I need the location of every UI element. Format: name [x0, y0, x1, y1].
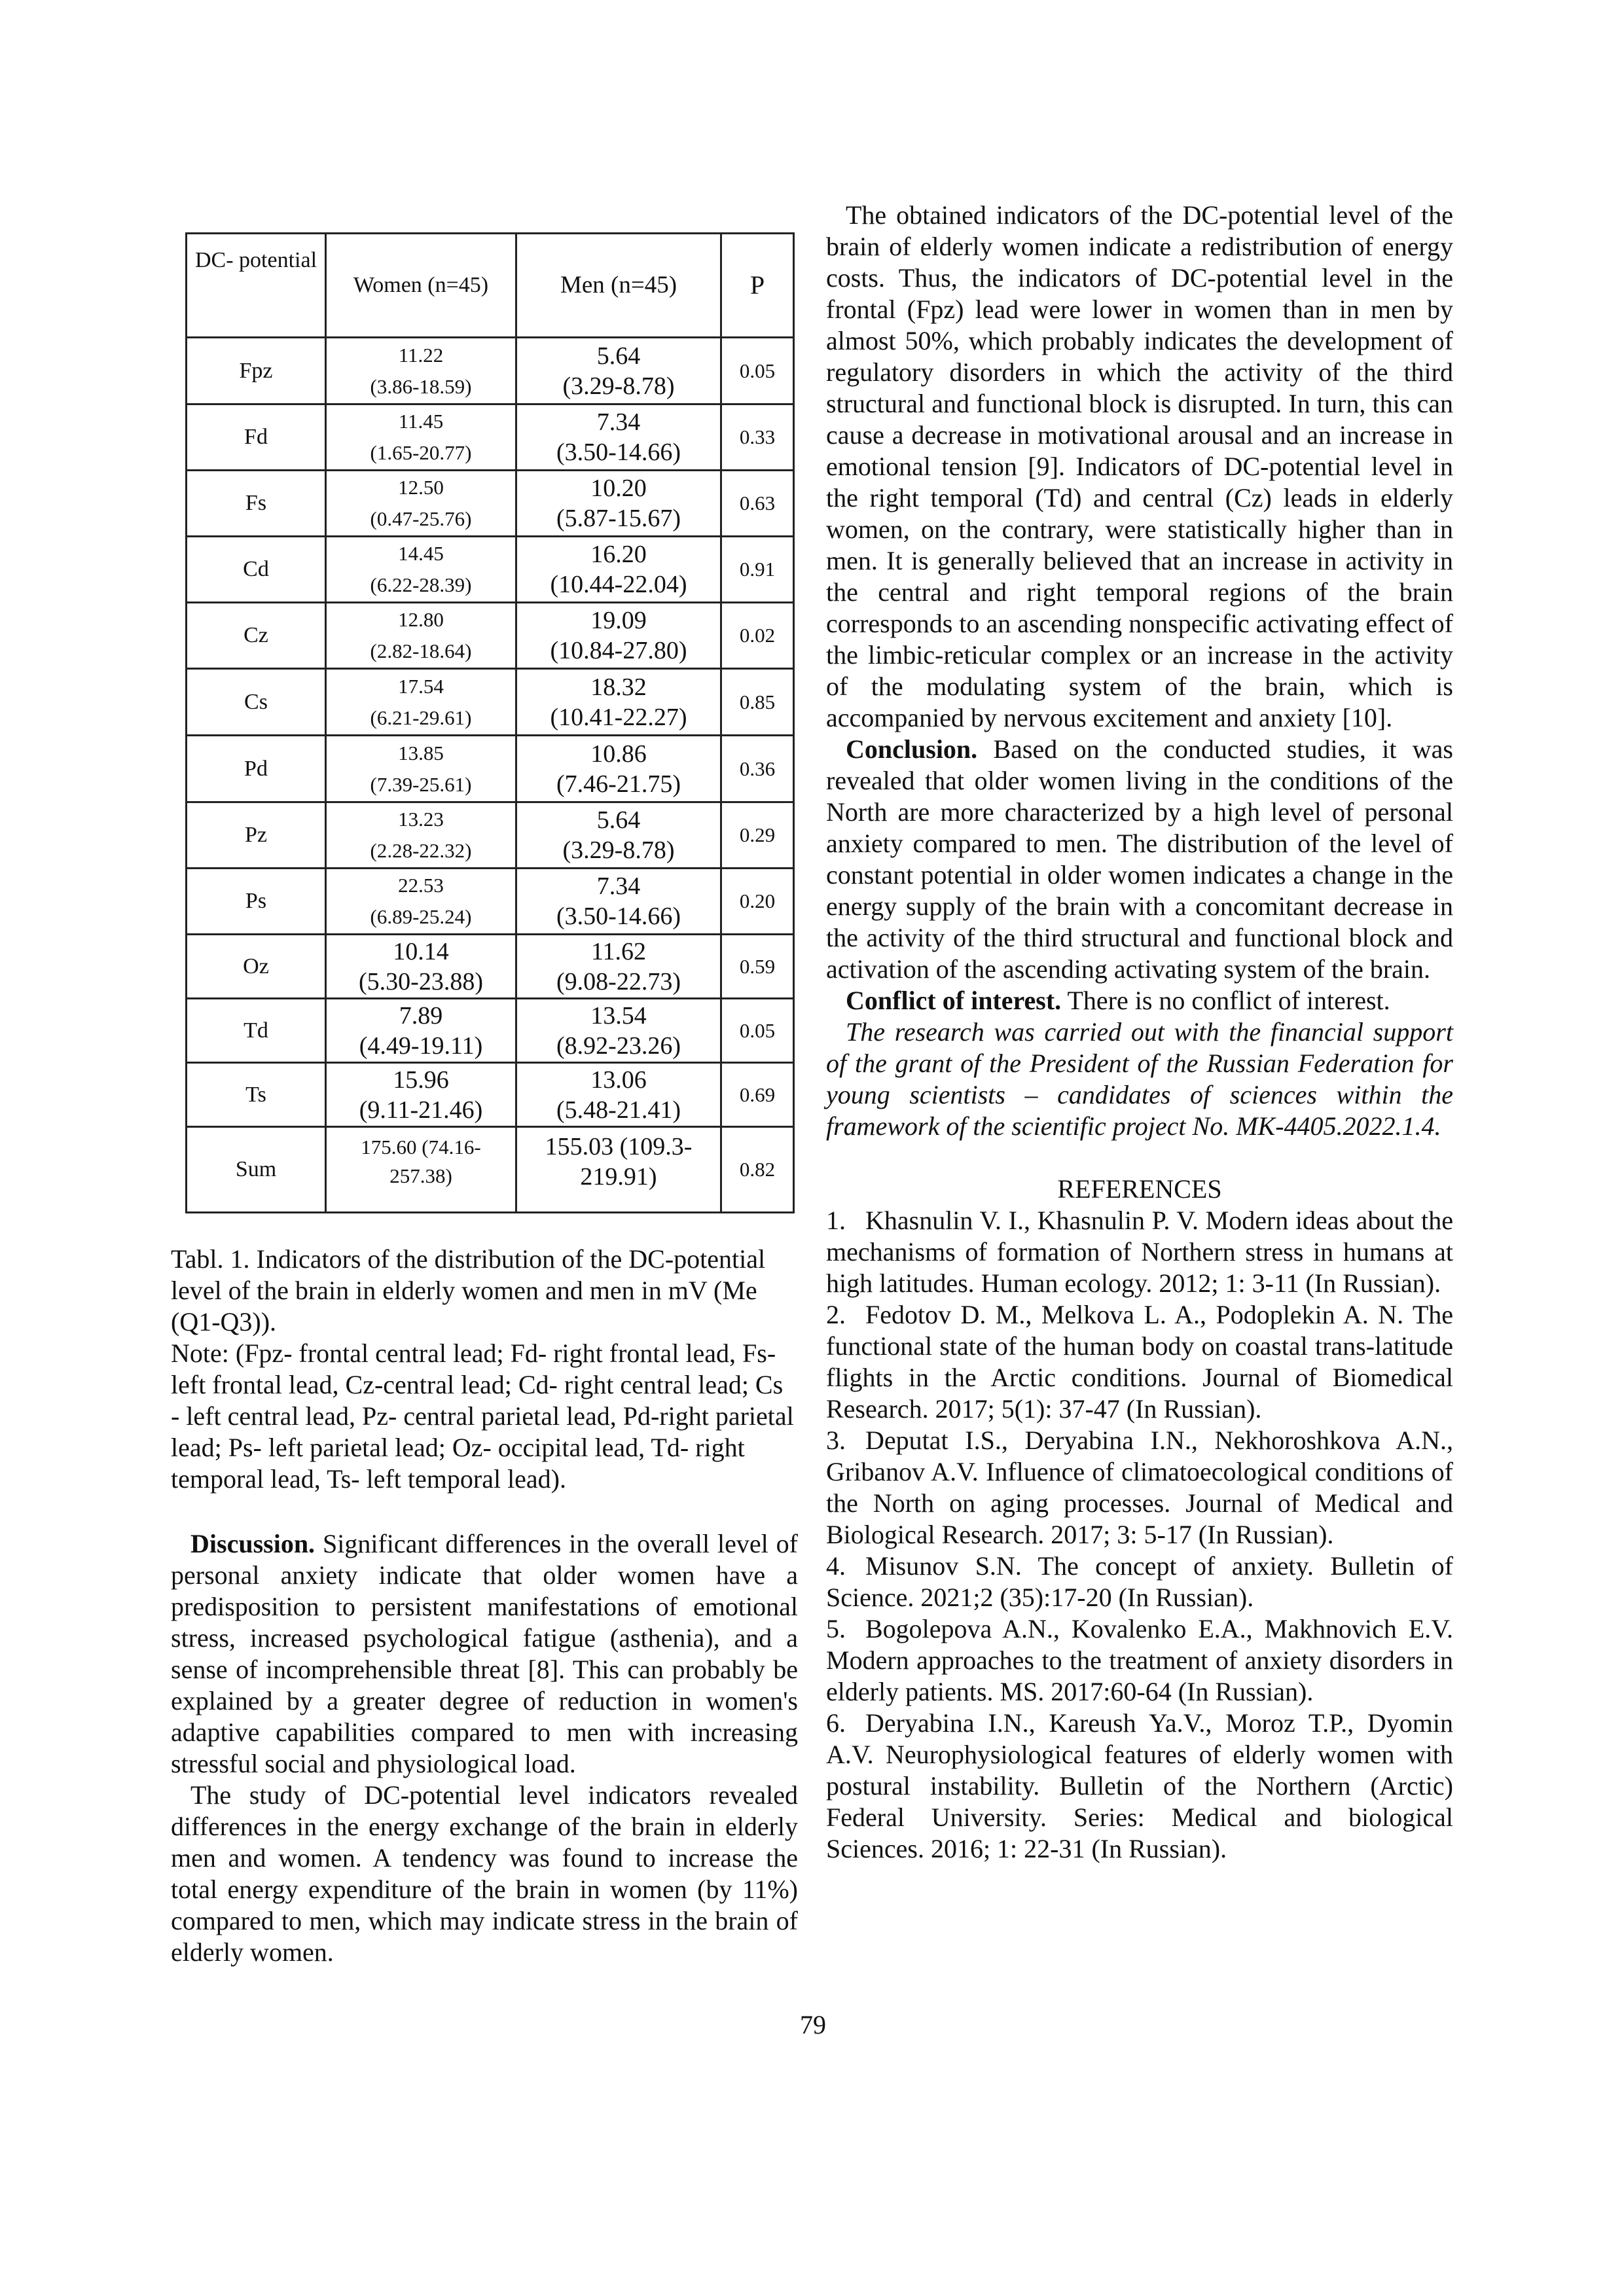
men-median: 16.20	[590, 541, 647, 568]
men-cell	[516, 1063, 721, 1127]
women-cell	[326, 537, 516, 603]
table-row	[187, 869, 794, 935]
women-cell	[326, 603, 516, 669]
reference-item	[826, 1205, 1453, 1299]
lead-cell: Cd	[187, 537, 326, 603]
women-quartiles: (6.21-29.61)	[370, 706, 472, 729]
table-row	[187, 338, 794, 404]
p-value-cell: 0.02	[721, 603, 794, 669]
men-quartiles: (3.29-8.78)	[562, 372, 675, 400]
women-median: 22.53	[398, 874, 444, 897]
p-value-cell: 0.36	[721, 736, 794, 802]
men-cell	[516, 537, 721, 603]
lead-cell: Pz	[187, 802, 326, 869]
reference-item	[826, 1299, 1453, 1425]
p-value-cell: 0.05	[721, 338, 794, 404]
women-cell	[326, 1127, 516, 1213]
lead-cell: Fs	[187, 471, 326, 537]
men-cell	[516, 869, 721, 935]
lead-cell: Cz	[187, 603, 326, 669]
reference-item	[826, 1425, 1453, 1551]
reference-number: 5.	[826, 1614, 846, 1643]
women-median: 10.14	[393, 937, 449, 965]
lead-cell: Sum	[187, 1127, 326, 1213]
women-quartiles: (4.49-19.11)	[359, 1031, 483, 1060]
men-cell	[516, 999, 721, 1063]
women-median: 12.80	[398, 608, 444, 631]
women-quartiles: (3.86-18.59)	[370, 374, 472, 398]
women-cell	[326, 869, 516, 935]
reference-text: Fedotov D. M., Melkova L. A., Podoplekin A. N. The functional state of the human body on coastal trans-latitude flights in the Arctic conditions. Journal of Biomedical Research. 2017; 5(1): 37-47 (In Russian).	[826, 1300, 1453, 1424]
reference-text: Deryabina I.N., Kareush Ya.V., Moroz T.P., Dyomin A.V. Neurophysiological features of elderly women with postural instability. Bulletin of the Northern (Arctic) Federal University. Series: Medical and biological Sciences. 2016; 1: 22-31 (In Russian).	[826, 1708, 1453, 1863]
men-quartiles: (8.92-23.26)	[556, 1031, 681, 1060]
men-quartiles: (10.44-22.04)	[550, 571, 687, 598]
discussion-paragraph-2: The study of DC-potential level indicators revealed differences in the energy exchange of the brain in elderly men and women. A tendency was found to increase the total energy expenditure of the brain in women (by 11%) compared to men, which may indicate stress in the brain of elderly women.	[171, 1780, 798, 1967]
men-median: 18.32	[590, 673, 647, 701]
p-value-cell: 0.69	[721, 1063, 794, 1127]
men-quartiles: (10.84-27.80)	[550, 637, 687, 664]
discussion-heading: Discussion.	[190, 1529, 316, 1558]
men-median: 5.64	[596, 806, 641, 834]
women-median: 12.50	[398, 476, 444, 499]
women-cell	[326, 1063, 516, 1127]
men-quartiles: 219.91)	[580, 1163, 657, 1191]
women-median: 13.23	[398, 808, 444, 831]
women-quartiles: (0.47-25.76)	[370, 507, 472, 530]
women-median: 17.54	[398, 674, 444, 698]
reference-text: Deputat I.S., Deryabina I.N., Nekhoroshkova A.N., Gribanov A.V. Influence of climatoecological conditions of the North on aging processes. Journal of Medical and Biological Research. 2017; 3: 5-17 (In Russian).	[826, 1426, 1453, 1549]
header-men-label: Men	[560, 272, 605, 298]
header-lead	[187, 234, 326, 338]
header-lead-line2: potential	[239, 248, 317, 272]
table-row-sum	[187, 1127, 794, 1213]
page-number: 79	[800, 2010, 826, 2039]
results-paragraph: The obtained indicators of the DC-potential level of the brain of elderly women indicate a redistribution of energy costs. Thus, the indicators of DC-potential level in the frontal (Fpz) lead were lower in women than in men by almost 50%, which probably indicates the development of regulatory disorders in which the activity of the third structural and functional block is disrupted. In turn, this can cause a decrease in motivational arousal and an increase in emotional tension [9]. Indicators of DC-potential level in the right temporal (Td) and central (Cz) leads in elderly women, on the contrary, were statistically higher than in men. It is generally believed that an increase in activity in the central and right temporal regions of the brain corresponds to an ascending nonspecific activating effect of the limbic-reticular complex or an increase in the activity of the modulating system of the brain, which is accompanied by nervous excitement and anxiety [10].	[826, 200, 1453, 732]
p-value-cell: 0.29	[721, 802, 794, 869]
spacer	[826, 1142, 1453, 1174]
table-row	[187, 471, 794, 537]
men-median: 7.34	[596, 408, 641, 436]
lead-cell: Oz	[187, 935, 326, 999]
women-cell	[326, 404, 516, 471]
men-median: 155.03 (109.3-	[545, 1133, 693, 1160]
women-quartiles: (7.39-25.61)	[370, 772, 472, 796]
men-quartiles: (9.08-22.73)	[556, 967, 681, 996]
women-cell	[326, 802, 516, 869]
men-quartiles: (5.48-21.41)	[556, 1096, 681, 1124]
conflict-heading: Conflict of interest.	[846, 986, 1062, 1015]
p-value-cell: 0.82	[721, 1127, 794, 1213]
lead-cell: Pd	[187, 736, 326, 802]
caption-note: Note: (Fpz- frontal central lead; Fd- right frontal lead, Fs- left frontal lead, Cz-central lead; Cd- right central lead; Cs - left central lead, Pz- central parietal lead, Pd-right parietal lead; Ps- left parietal lead; Oz- occipital lead, Td- right temporal lead, Ts- left temporal lead).	[171, 1338, 794, 1494]
right-column	[826, 200, 1453, 1865]
lead-cell: Fd	[187, 404, 326, 471]
women-median: 175.60 (74.16-	[361, 1136, 481, 1158]
women-median: 15.96	[393, 1066, 449, 1094]
women-quartiles: (1.65-20.77)	[370, 441, 472, 464]
women-median: 7.89	[399, 1001, 443, 1030]
header-women	[326, 234, 516, 338]
header-p: P	[721, 234, 794, 338]
conclusion-heading: Conclusion.	[846, 734, 978, 764]
men-median: 5.64	[596, 342, 641, 370]
table-header-row	[187, 234, 794, 338]
women-median: 13.85	[398, 741, 444, 764]
women-quartiles: (6.22-28.39)	[370, 573, 472, 596]
men-quartiles: (3.50-14.66)	[556, 903, 681, 930]
reference-text: Bogolepova A.N., Kovalenko E.A., Makhnovich E.V. Modern approaches to the treatment of anxiety disorders in elderly patients. MS. 2017:60-64 (In Russian).	[826, 1614, 1453, 1706]
men-quartiles: (3.29-8.78)	[562, 836, 675, 864]
men-cell	[516, 404, 721, 471]
lead-cell: Ts	[187, 1063, 326, 1127]
reference-item	[826, 1708, 1453, 1865]
women-quartiles: (2.28-22.32)	[370, 839, 472, 862]
men-cell	[516, 338, 721, 404]
conflict-paragraph	[826, 985, 1453, 1016]
men-median: 10.86	[590, 740, 647, 768]
men-quartiles: (5.87-15.67)	[556, 505, 681, 532]
men-cell	[516, 802, 721, 869]
women-median: 11.22	[398, 343, 444, 367]
caption-title: Tabl. 1. Indicators of the distribution of the DC-potential level of the brain in elderly women and men in mV (Me (Q1-Q3)).	[171, 1244, 766, 1336]
p-value-cell: 0.33	[721, 404, 794, 471]
reference-number: 6.	[826, 1708, 846, 1738]
women-quartiles: (5.30-23.88)	[359, 967, 483, 996]
men-quartiles: (7.46-21.75)	[556, 770, 681, 798]
header-men-n: (n=45)	[611, 272, 677, 298]
reference-text: Misunov S.N. The concept of anxiety. Bulletin of Science. 2021;2 (35):17-20 (In Russian).	[826, 1551, 1453, 1612]
reference-text: Khasnulin V. I., Khasnulin P. V. Modern ideas about the mechanisms of formation of Northern stress in humans at high latitudes. Human ecology. 2012; 1: 3-11 (In Russian).	[826, 1206, 1453, 1298]
discussion-text-1: Significant differences in the overall level of personal anxiety indicate that older women have a predisposition to persistent manifestations of emotional stress, increased psychological fatigue (asthenia), and a sense of incomprehensible threat [8]. This can probably be explained by a greater degree of reduction in women's adaptive capabilities compared to men with increasing stressful social and physiological load.	[171, 1529, 798, 1778]
p-value-cell: 0.85	[721, 669, 794, 736]
men-median: 19.09	[590, 607, 647, 634]
men-quartiles: (3.50-14.66)	[556, 439, 681, 466]
p-value-cell: 0.63	[721, 471, 794, 537]
men-cell	[516, 603, 721, 669]
p-value-cell: 0.05	[721, 999, 794, 1063]
women-cell	[326, 338, 516, 404]
women-quartiles: (2.82-18.64)	[370, 639, 472, 662]
women-median: 11.45	[398, 410, 444, 433]
p-value-cell: 0.20	[721, 869, 794, 935]
references-title: REFERENCES	[1057, 1174, 1222, 1204]
reference-number: 1.	[826, 1206, 846, 1235]
funding-paragraph: The research was carried out with the financial support of the grant of the President of the Russian Federation for young scientists – candidates of sciences within the framework of the scientific project No. MK-4405.2022.1.4.	[826, 1017, 1453, 1141]
men-median: 13.06	[590, 1066, 647, 1094]
lead-cell: Fpz	[187, 338, 326, 404]
p-value-cell: 0.91	[721, 537, 794, 603]
women-cell	[326, 669, 516, 736]
women-cell	[326, 935, 516, 999]
men-median: 11.62	[590, 937, 647, 965]
reference-number: 4.	[826, 1551, 846, 1581]
reference-number: 2.	[826, 1300, 846, 1329]
conflict-text: There is no conflict of interest.	[1067, 986, 1390, 1015]
women-quartiles: 257.38)	[389, 1164, 452, 1187]
discussion-section	[171, 1528, 798, 1968]
header-men	[516, 234, 721, 338]
table-row	[187, 603, 794, 669]
men-cell	[516, 471, 721, 537]
header-women-label: Women	[353, 273, 422, 297]
lead-cell: Cs	[187, 669, 326, 736]
women-median: 14.45	[398, 542, 444, 565]
dc-potential-table	[185, 232, 795, 1213]
p-value-cell: 0.59	[721, 935, 794, 999]
men-cell	[516, 935, 721, 999]
lead-cell: Td	[187, 999, 326, 1063]
table-row	[187, 1063, 794, 1127]
table-caption	[171, 1244, 798, 1495]
women-quartiles: (9.11-21.46)	[359, 1096, 483, 1124]
women-cell	[326, 999, 516, 1063]
table-row	[187, 537, 794, 603]
reference-number: 3.	[826, 1426, 846, 1455]
table-row	[187, 736, 794, 802]
discussion-paragraph-1	[171, 1528, 798, 1780]
lead-cell: Ps	[187, 869, 326, 935]
header-lead-line1: DC-	[194, 248, 234, 272]
men-cell	[516, 1127, 721, 1213]
conclusion-paragraph	[826, 734, 1453, 985]
table-row	[187, 669, 794, 736]
table-row	[187, 404, 794, 471]
conclusion-text: Based on the conducted studies, it was revealed that older women living in the conditions of the North are more characterized by a high level of personal anxiety compared to men. The distribution of the level of constant potential in older women indicates a change in the energy supply of the brain with a concomitant decrease in the activity of the third structural and functional block and activation of the ascending activating system of the brain.	[826, 734, 1453, 984]
men-median: 7.34	[596, 872, 641, 900]
women-cell	[326, 471, 516, 537]
table-row	[187, 999, 794, 1063]
reference-item	[826, 1551, 1453, 1613]
men-cell	[516, 736, 721, 802]
table-row	[187, 802, 794, 869]
men-cell	[516, 669, 721, 736]
men-median: 10.20	[590, 475, 647, 502]
women-quartiles: (6.89-25.24)	[370, 905, 472, 928]
women-cell	[326, 736, 516, 802]
table-row	[187, 935, 794, 999]
men-median: 13.54	[590, 1001, 647, 1030]
reference-item	[826, 1613, 1453, 1708]
men-quartiles: (10.41-22.27)	[550, 703, 687, 731]
header-women-n: (n=45)	[427, 273, 489, 297]
